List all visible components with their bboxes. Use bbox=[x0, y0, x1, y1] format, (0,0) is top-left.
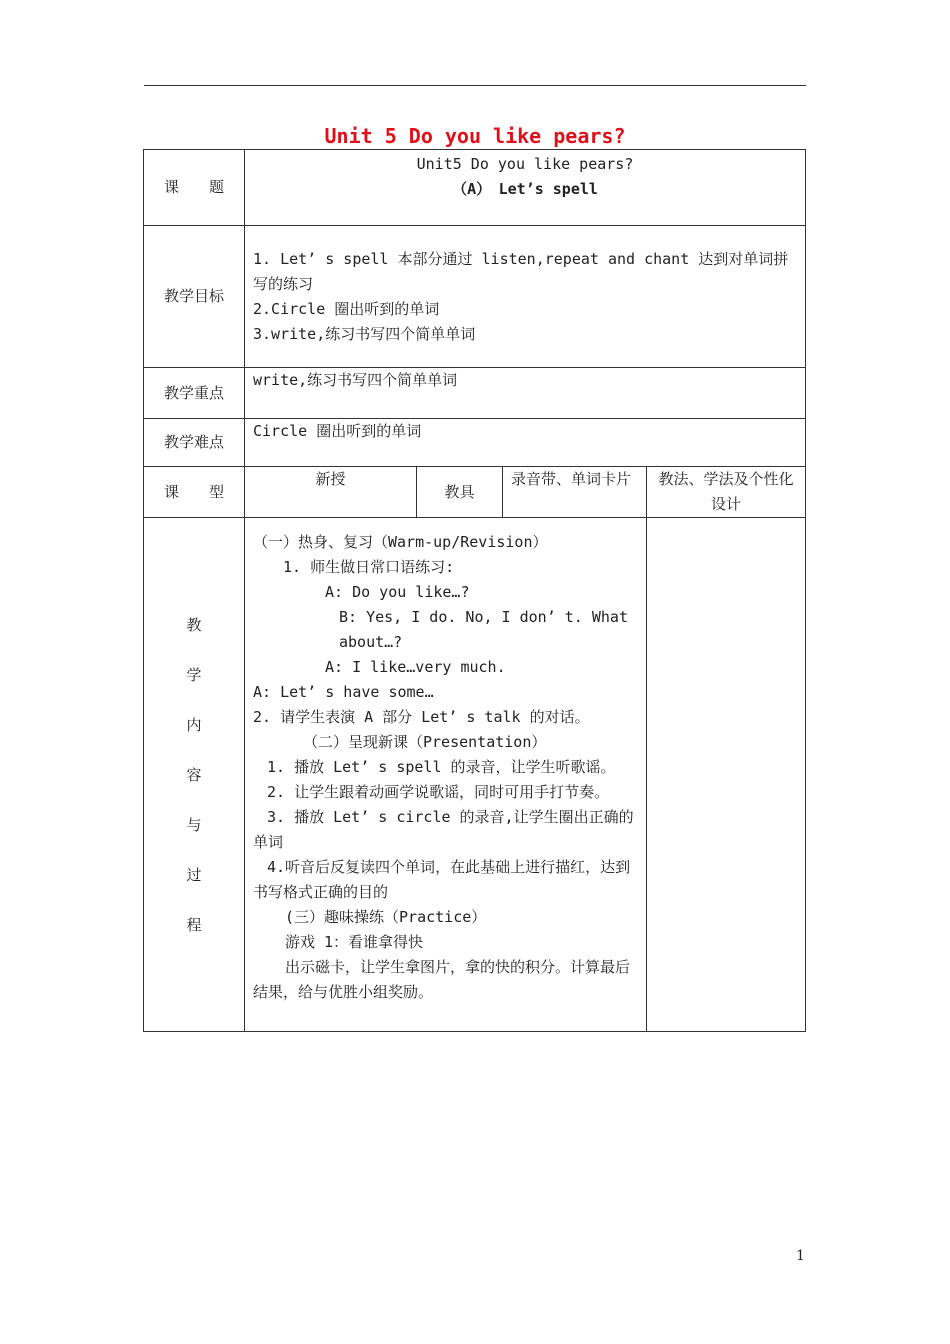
lesson-plan-table bbox=[143, 149, 806, 1032]
content-label-char: 容 bbox=[186, 765, 202, 784]
content-line: 出示磁卡，让学生拿图片，拿的快的积分。计算最后结果，给与优胜小组奖励。 bbox=[253, 958, 631, 1001]
content-label-char: 内 bbox=[186, 715, 202, 734]
content-label-char: 与 bbox=[186, 815, 202, 834]
methods-value bbox=[647, 518, 806, 1032]
tools-label: 教具 bbox=[417, 467, 503, 518]
content-label-char: 程 bbox=[186, 915, 202, 934]
row-goals bbox=[144, 226, 806, 368]
goal-line-3: 3.write,练习书写四个简单单词 bbox=[253, 324, 476, 343]
content-line: B: Yes, I do. No, I don’ t. What about…? bbox=[339, 608, 628, 651]
row-focus bbox=[144, 368, 806, 419]
difficulty-value: Circle 圈出听到的单词 bbox=[245, 419, 806, 467]
row-difficulty bbox=[144, 419, 806, 467]
content-line: A: Do you like…? bbox=[325, 583, 470, 601]
goal-line-1: 1. Let’ s spell 本部分通过 listen,repeat and chant 达到对单词拼写的练习 bbox=[253, 249, 789, 293]
content-label-char: 过 bbox=[186, 865, 202, 884]
row-type bbox=[144, 467, 806, 518]
content-line: 1. 播放 Let’ s spell 的录音，让学生听歌谣。 bbox=[267, 758, 616, 776]
topic-line-2: （A） Let’s spell bbox=[452, 180, 598, 198]
content-line: 游戏 1：看谁拿得快 bbox=[285, 933, 424, 951]
content-line: （一）热身、复习（Warm-up/Revision） bbox=[253, 533, 548, 551]
type-value: 新授 bbox=[245, 467, 417, 518]
content-line: 2. 让学生跟着动画学说歌谣，同时可用手打节奏。 bbox=[267, 783, 610, 801]
document-title: Unit 5 Do you like pears? bbox=[324, 124, 626, 148]
focus-label: 教学重点 bbox=[144, 368, 245, 419]
content-label bbox=[144, 518, 245, 1032]
content-body bbox=[245, 518, 647, 1032]
type-label: 课 型 bbox=[144, 467, 245, 518]
topic-line-1: Unit5 Do you like pears? bbox=[416, 155, 634, 173]
content-line: 2. 请学生表演 A 部分 Let’ s talk 的对话。 bbox=[253, 708, 590, 726]
content-line: (三）趣味操练（Practice） bbox=[285, 908, 487, 926]
row-content bbox=[144, 518, 806, 1032]
content-line: （二）呈现新课（Presentation） bbox=[303, 733, 547, 751]
content-line: A: I like…very much. bbox=[325, 658, 506, 676]
topic-value bbox=[245, 150, 806, 226]
content-line: 4.听音后反复读四个单词，在此基础上进行描红，达到书写格式正确的目的 bbox=[253, 858, 631, 901]
content-line: A: Let’ s have some… bbox=[253, 683, 434, 701]
goal-line-2: 2.Circle 圈出听到的单词 bbox=[253, 299, 440, 318]
header-rule bbox=[144, 85, 806, 86]
page-number: 1 bbox=[796, 1248, 805, 1264]
topic-label: 课 题 bbox=[144, 150, 245, 226]
row-topic bbox=[144, 150, 806, 226]
content-line: 1. 师生做日常口语练习: bbox=[283, 558, 455, 576]
difficulty-label: 教学难点 bbox=[144, 419, 245, 467]
goals-value bbox=[245, 226, 806, 368]
content-label-char: 教 bbox=[186, 615, 202, 634]
content-line: 3. 播放 Let’ s circle 的录音,让学生圈出正确的单词 bbox=[253, 808, 634, 851]
methods-label: 教法、学法及个性化设计 bbox=[647, 467, 806, 518]
goals-label: 教学目标 bbox=[144, 226, 245, 368]
content-label-char: 学 bbox=[186, 665, 202, 684]
focus-value: write,练习书写四个简单单词 bbox=[245, 368, 806, 419]
tools-value: 录音带、单词卡片 bbox=[503, 467, 647, 518]
